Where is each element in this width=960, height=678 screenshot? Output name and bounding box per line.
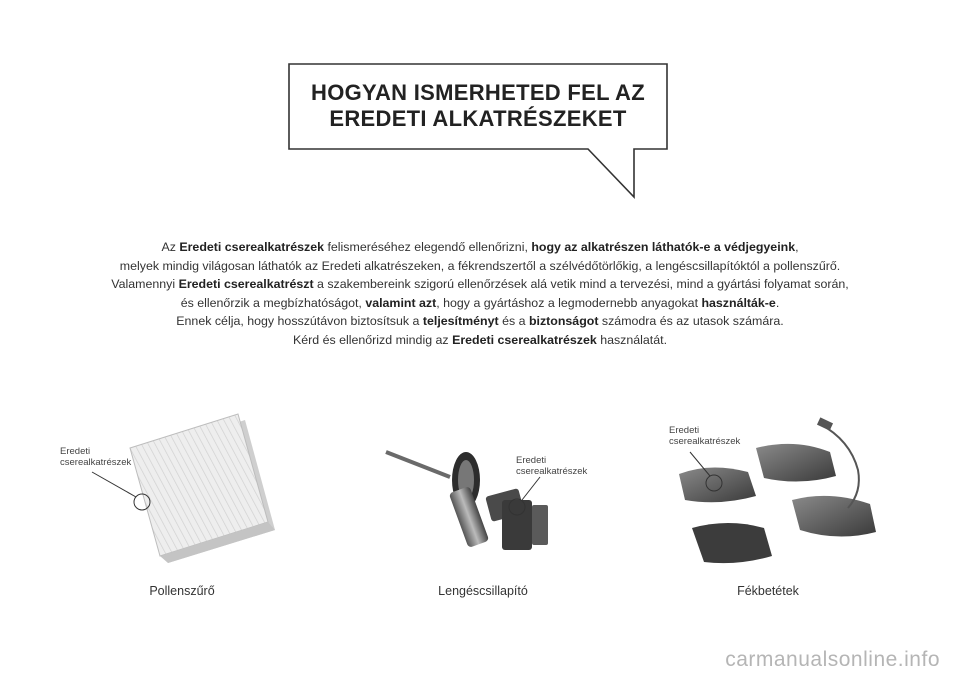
intro-text: Kérd és ellenőrizd mindig az xyxy=(292,332,453,347)
intro-bold-text: használták-e xyxy=(701,295,776,310)
intro-text: Valamennyi xyxy=(111,277,179,292)
callout-line-2: cserealkatrészek xyxy=(60,457,132,468)
callout-line-1: Eredeti xyxy=(516,455,547,466)
callout-line-1: Eredeti xyxy=(60,446,91,457)
intro-text: . xyxy=(775,295,780,310)
intro-bold-text: Eredeti cserealkatrészek xyxy=(179,240,325,254)
intro-text: Az xyxy=(161,240,180,254)
intro-text: a szakembereink szigorú ellenőrzések alá vetik mind a tervezési, mind a gyártási folyamat során, xyxy=(313,277,849,292)
callout-line-1: Eredeti xyxy=(669,425,700,436)
caption-brake-pads: Fékbetétek xyxy=(737,584,799,598)
intro-bold-text: hogy az alkatrészen láthatók-e a védjegyeink xyxy=(531,240,796,254)
intro-text: Ennek célja, hogy hosszútávon biztosítsuk a xyxy=(176,314,423,329)
pollen-filter-image xyxy=(92,414,275,563)
intro-bold-text: Eredeti cserealkatrészt xyxy=(178,277,314,292)
caption-shock-absorber: Lengéscsillapító xyxy=(438,584,528,598)
intro-text: és a xyxy=(498,314,529,329)
intro-bold-text: valamint azt xyxy=(365,295,437,310)
shock-callout xyxy=(516,455,587,477)
brake-callout xyxy=(669,425,740,447)
intro-text: , xyxy=(795,240,799,254)
intro-bold-text: teljesítményt xyxy=(422,314,499,329)
intro-text: , hogy a gyártáshoz a legmodernebb anyagokat xyxy=(436,295,702,310)
watermark: carmanualsonline.info xyxy=(725,648,940,671)
intro-text: melyek mindig világosan láthatók az Eredeti alkatrészeken, a fékrendszertől a szélvédőtörlőkig, a lengéscsillapítóktól a pollenszűrő. xyxy=(119,258,841,273)
callout-line-2: cserealkatrészek xyxy=(516,466,588,477)
intro-bold-text: Eredeti cserealkatrészek xyxy=(452,332,597,347)
intro-bold-text: biztonságot xyxy=(528,314,599,329)
intro-text: számodra és az utasok számára. xyxy=(598,314,784,329)
intro-text: és ellenőrzik a megbízhatóságot, xyxy=(180,295,366,310)
filter-callout xyxy=(60,446,131,468)
intro-text: használatát. xyxy=(596,332,668,347)
callout-line-2: cserealkatrészek xyxy=(669,436,741,447)
title-line-2: EREDETI ALKATRÉSZEKET xyxy=(329,106,627,131)
intro-text: felismeréséhez elegendő ellenőrizni, xyxy=(324,240,532,254)
title-line-1: HOGYAN ISMERHETED FEL AZ xyxy=(311,80,645,105)
caption-pollen-filter: Pollenszűrő xyxy=(149,584,215,598)
